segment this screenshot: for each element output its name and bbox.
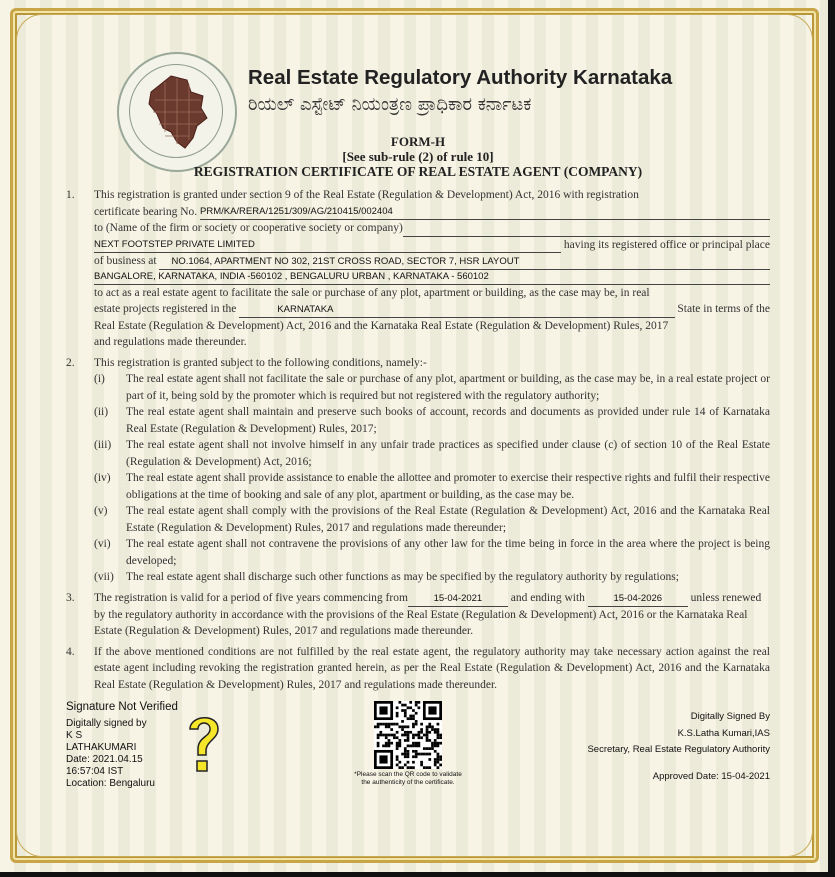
condition-number: (iv) (94, 472, 111, 484)
item1-section (66, 187, 770, 351)
item4-text: If the above mentioned conditions are not fulfilled by the real estate agent, the regulatory authority may take necessary action against the real estate agent including revoking the registration granted herein, as per the Real Estate (Regulation & Development) Act, 2016 and the Karnataka Real Estate (Regulation & Development) Rules, 2017 and regulations made thereunder. (94, 645, 770, 691)
condition-item (94, 536, 770, 569)
item3-section (66, 590, 770, 640)
text-line: to (Name of the firm or society or cooperative society or company) (94, 222, 403, 234)
signature-area (66, 701, 770, 790)
state-name: KARNATAKA (239, 303, 674, 318)
text-line: certificate bearing No. (94, 205, 198, 218)
text-line: and ending with (510, 591, 585, 604)
item-number: 2. (66, 356, 75, 369)
signer-block (550, 709, 770, 785)
item2-section (66, 355, 770, 586)
sig-line: K S (66, 730, 83, 741)
condition-text: The real estate agent shall not involve himself in any unfair trade practices as specified under clause (c) of section 10 of the Real Estate (Regulation & Development) Act, 2016; (126, 439, 770, 468)
form-name: FORM-H (390, 134, 446, 149)
item2-text: This registration is granted subject to the following conditions, namely:- (94, 356, 427, 369)
qr-note-line: *Please scan the QR code to validate (354, 771, 462, 778)
sig-line: Digitally signed by (66, 718, 147, 729)
condition-item (94, 437, 770, 470)
condition-number: (v) (94, 505, 108, 517)
condition-item (94, 569, 770, 586)
approved-date: Approved Date: 15-04-2021 (652, 770, 770, 782)
text-line: estate projects registered in the (94, 303, 237, 315)
item-number: 1. (66, 189, 75, 201)
text-line: The registration is valid for a period of five years commencing from (94, 591, 408, 604)
condition-item (94, 371, 770, 404)
text-line: State in terms of the (677, 303, 770, 315)
text-line: to act as a real estate agent to facilitate the sale or purchase of any plot, apartment or building, as the case may be, in real (94, 286, 650, 299)
item-number: 4. (66, 645, 75, 658)
condition-item (94, 503, 770, 536)
certificate-number: PRM/KA/RERA/1251/309/AG/210415/002404 (200, 205, 770, 220)
conditions-list (94, 371, 770, 586)
condition-number: (vii) (94, 571, 114, 583)
address-line-2: BANGALORE, KARNATAKA, INDIA -560102 , BENGALURU URBAN , KARNATAKA - 560102 (94, 270, 770, 285)
signer-title: Secretary, Real Estate Regulatory Authority (587, 744, 770, 755)
condition-number: (ii) (94, 406, 109, 418)
text-line: Real Estate (Regulation & Development) Act, 2016 and the Karnataka Real Estate (Regulation & Development) Rules, 2017 (94, 319, 669, 332)
sig-line: LATHAKUMARI (66, 742, 137, 753)
company-name: NEXT FOOTSTEP PRIVATE LIMITED (94, 238, 561, 253)
signer-name: K.S.Latha Kumari,IAS (677, 727, 770, 739)
text-line: of business at (94, 255, 157, 267)
text-line: and regulations made thereunder. (94, 336, 247, 348)
qr-code (374, 701, 442, 769)
text-line: This registration is granted under section 9 of the Real Estate (Regulation & Development) Act, 2016 with registration (94, 189, 639, 201)
qr-note-line: the authenticity of the certificate. (361, 779, 455, 786)
condition-item (94, 470, 770, 503)
condition-text: The real estate agent shall provide assistance to enable the allottee and promoter to exercise their respective rights and fulfil their respective obligations at the time of booking and sale of any plot, apartment or building, as the case may be. (126, 472, 770, 501)
condition-number: (vi) (94, 538, 111, 550)
validity-end-date: 15-04-2026 (588, 592, 688, 607)
item4-section (66, 644, 770, 694)
authority-title-kannada: ರಿಯಲ್ ಎಸ್ಟೇಟ್ ನಿಯಂತ್ರಣ ಪ್ರಾಧಿಕಾರ ಕರ್ನಾಟಕ (248, 94, 532, 115)
certificate-heading: REGISTRATION CERTIFICATE OF REAL ESTATE AGENT (COMPANY) (193, 164, 643, 179)
sig-line: Location: Bengaluru (66, 778, 155, 789)
validity-start-date: 15-04-2021 (408, 592, 508, 607)
authority-title-english: Real Estate Regulatory Authority Karnataka (248, 66, 673, 89)
sig-line: 16:57:04 IST (66, 766, 124, 777)
signer-label: Digitally Signed By (690, 711, 770, 722)
item-number: 3. (66, 591, 75, 604)
condition-text: The real estate agent shall discharge such other functions as may be specified by the regulatory authority by regulations; (126, 571, 679, 583)
form-rule: [See sub-rule (2) of rule 10] (342, 149, 494, 164)
signature-status: Signature Not Verified (66, 701, 178, 713)
condition-text: The real estate agent shall not facilitate the sale or purchase of any plot, apartment or building, as the case may be, in a real estate project or part of it, being sold by the promoter which is required but not registered with the regulatory authority; (126, 373, 770, 402)
condition-text: The real estate agent shall not contravene the provisions of any other law for the time being in force in the area where the project is being developed; (126, 538, 770, 567)
address-line-1: NO.1064, APARTMENT NO 302, 21ST CROSS ROAD, SECTOR 7, HSR LAYOUT (159, 255, 770, 270)
text-line: having its registered office or principal place (563, 238, 770, 251)
condition-number: (i) (94, 373, 105, 385)
signature-details[interactable] (66, 701, 178, 790)
text-line: unless renewed by the regulatory authority in accordance with the provisions of the Real Estate (Regulation & Development) Act, 2016 or the Karnataka Real Estate (Regulation & Development) Rules, 2017 and regulations made thereunder. (94, 591, 762, 637)
condition-text: The real estate agent shall maintain and preserve such books of account, records and documents as provided under rule 14 of Karnataka Real Estate (Regulation & Development) Rules, 2017; (126, 406, 770, 435)
condition-text: The real estate agent shall comply with the provisions of the Real Estate (Regulation & Development) Act, 2016 and the Karnataka Real Estate (Regulation & Development) Rules, 2017 and regulations made thereunder; (126, 505, 770, 534)
qr-note (354, 771, 462, 787)
condition-number: (iii) (94, 439, 112, 451)
condition-item (94, 404, 770, 437)
unverified-question-icon (184, 711, 224, 775)
sig-line: Date: 2021.04.15 (66, 754, 143, 765)
